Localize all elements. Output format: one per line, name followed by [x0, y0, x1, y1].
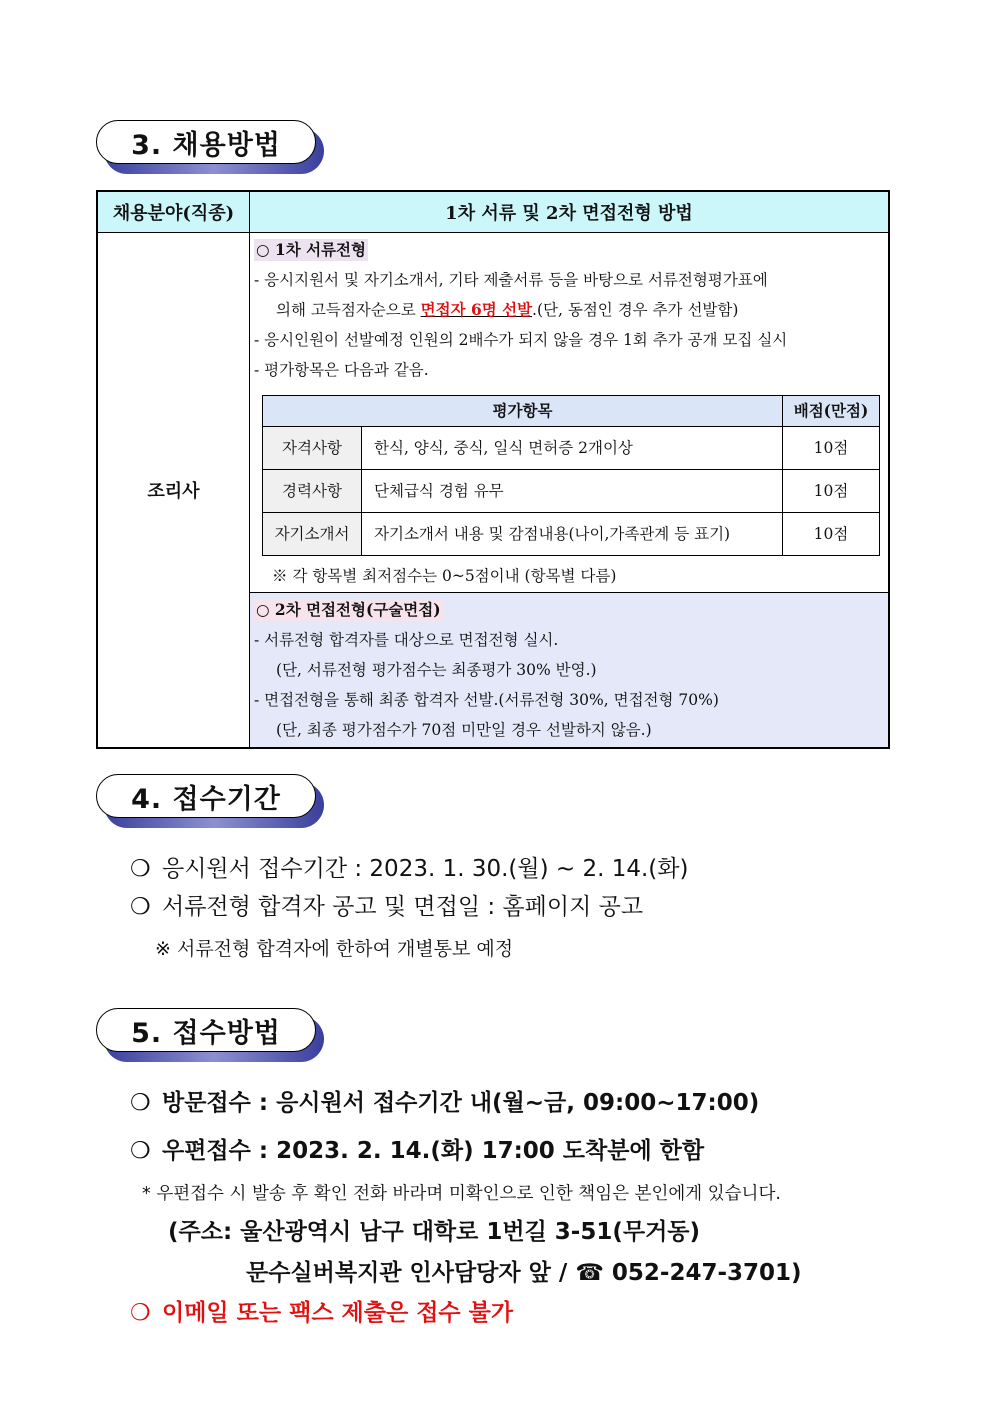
stage2-cell	[250, 593, 890, 749]
section3-title: 3. 채용방법	[96, 120, 316, 164]
section5-title: 5. 접수방법	[96, 1008, 316, 1052]
circle-bullet-icon: ❍	[130, 1090, 151, 1116]
eval-points: 10점	[783, 470, 880, 513]
stage2-line-2: (단, 서류전형 평가점수는 최종평가 30% 반영.)	[276, 661, 597, 679]
eval-category: 자기소개서	[263, 513, 362, 556]
address-line-2: 문수실버복지관 인사담당자 앞 / ☎ 052-247-3701)	[246, 1260, 802, 1286]
announcement-info: 서류전형 합격자 공고 및 면접일 : 홈페이지 공고	[162, 894, 644, 920]
address-line-1: (주소: 울산광역시 남구 대학로 1번길 3-51(무거동)	[168, 1219, 701, 1245]
mail-note: * 우편접수 시 발송 후 확인 전화 바라며 미확인으로 인한 책임은 본인에게 있습니다.	[142, 1184, 781, 1204]
circle-bullet-icon: ❍	[130, 894, 151, 920]
email-fax-not-accepted: 이메일 또는 팩스 제출은 접수 불가	[162, 1300, 514, 1326]
stage1-line-4: - 평가항목은 다음과 같음.	[254, 361, 429, 379]
section5-item	[130, 1084, 759, 1117]
section3-header	[96, 120, 322, 172]
evaluation-table	[262, 395, 880, 556]
eval-header-item: 평가항목	[263, 396, 783, 427]
stage1-line-1: - 응시지원서 및 자기소개서, 기타 제출서류 등을 바탕으로 서류전형평가표에	[254, 271, 768, 289]
eval-points: 10점	[783, 513, 880, 556]
eval-description: 자기소개서 내용 및 감점내용(나이,가족관계 등 표기)	[362, 513, 783, 556]
stage1-heading: ○ 1차 서류전형	[256, 240, 366, 259]
recruitment-method-table	[96, 190, 890, 749]
visit-submission: 방문접수 : 응시원서 접수기간 내(월~금, 09:00~17:00)	[162, 1090, 760, 1116]
table-header-row	[97, 191, 889, 233]
stage1-line-2-tail: .(단, 동점인 경우 추가 선발함)	[532, 301, 739, 319]
mail-submission: 우편접수 : 2023. 2. 14.(화) 17:00 도착분에 한함	[162, 1138, 705, 1164]
stage2-line-3: - 면접전형을 통해 최종 합격자 선발.(서류전형 30%, 면접전형 70%)	[254, 691, 719, 709]
section5-warning	[130, 1294, 513, 1327]
eval-header-points: 배점(만점)	[783, 396, 880, 427]
section5-item	[130, 1132, 704, 1165]
application-period: 응시원서 접수기간 : 2023. 1. 30.(월) ~ 2. 14.(화)	[162, 856, 689, 882]
section4-note: ※ 서류전형 합격자에 한하여 개별통보 예정	[155, 938, 514, 960]
eval-points: 10점	[783, 427, 880, 470]
eval-row	[263, 427, 880, 470]
eval-category: 경력사항	[263, 470, 362, 513]
eval-row	[263, 470, 880, 513]
circle-bullet-icon: ❍	[130, 856, 151, 882]
highlight-selection-count: 면접자 6명 선발	[420, 300, 533, 319]
section4-item	[130, 888, 643, 921]
stage1-line-2-text: 의해 고득점자순으로	[276, 301, 421, 319]
eval-row	[263, 513, 880, 556]
section4-header	[96, 774, 322, 826]
circle-bullet-icon: ❍	[130, 1300, 151, 1326]
eval-category: 자격사항	[263, 427, 362, 470]
stage2-line-4: (단, 최종 평가점수가 70점 미만일 경우 선발하지 않음.)	[276, 721, 652, 739]
job-cell: 조리사	[97, 233, 250, 749]
eval-description: 한식, 양식, 중식, 일식 면허증 2개이상	[362, 427, 783, 470]
header-job-field: 채용분야(직종)	[97, 191, 250, 233]
eval-description: 단체급식 경험 유무	[362, 470, 783, 513]
stage1-line-3: - 응시인원이 선발예정 인원의 2배수가 되지 않을 경우 1회 추가 공개 모집 실시	[254, 331, 788, 349]
section5-header	[96, 1008, 322, 1060]
stage1-cell	[250, 233, 890, 593]
stage1-line-2	[254, 295, 888, 325]
eval-note: ※ 각 항목별 최저점수는 0~5점이내 (항목별 다름)	[272, 567, 617, 585]
section4-title: 4. 접수기간	[96, 774, 316, 818]
circle-bullet-icon: ❍	[130, 1138, 151, 1164]
stage2-heading: ○ 2차 면접전형(구술면접)	[256, 600, 441, 619]
header-method: 1차 서류 및 2차 면접전형 방법	[250, 191, 890, 233]
section4-item	[130, 850, 688, 883]
stage2-line-1: - 서류전형 합격자를 대상으로 면접전형 실시.	[254, 631, 559, 649]
